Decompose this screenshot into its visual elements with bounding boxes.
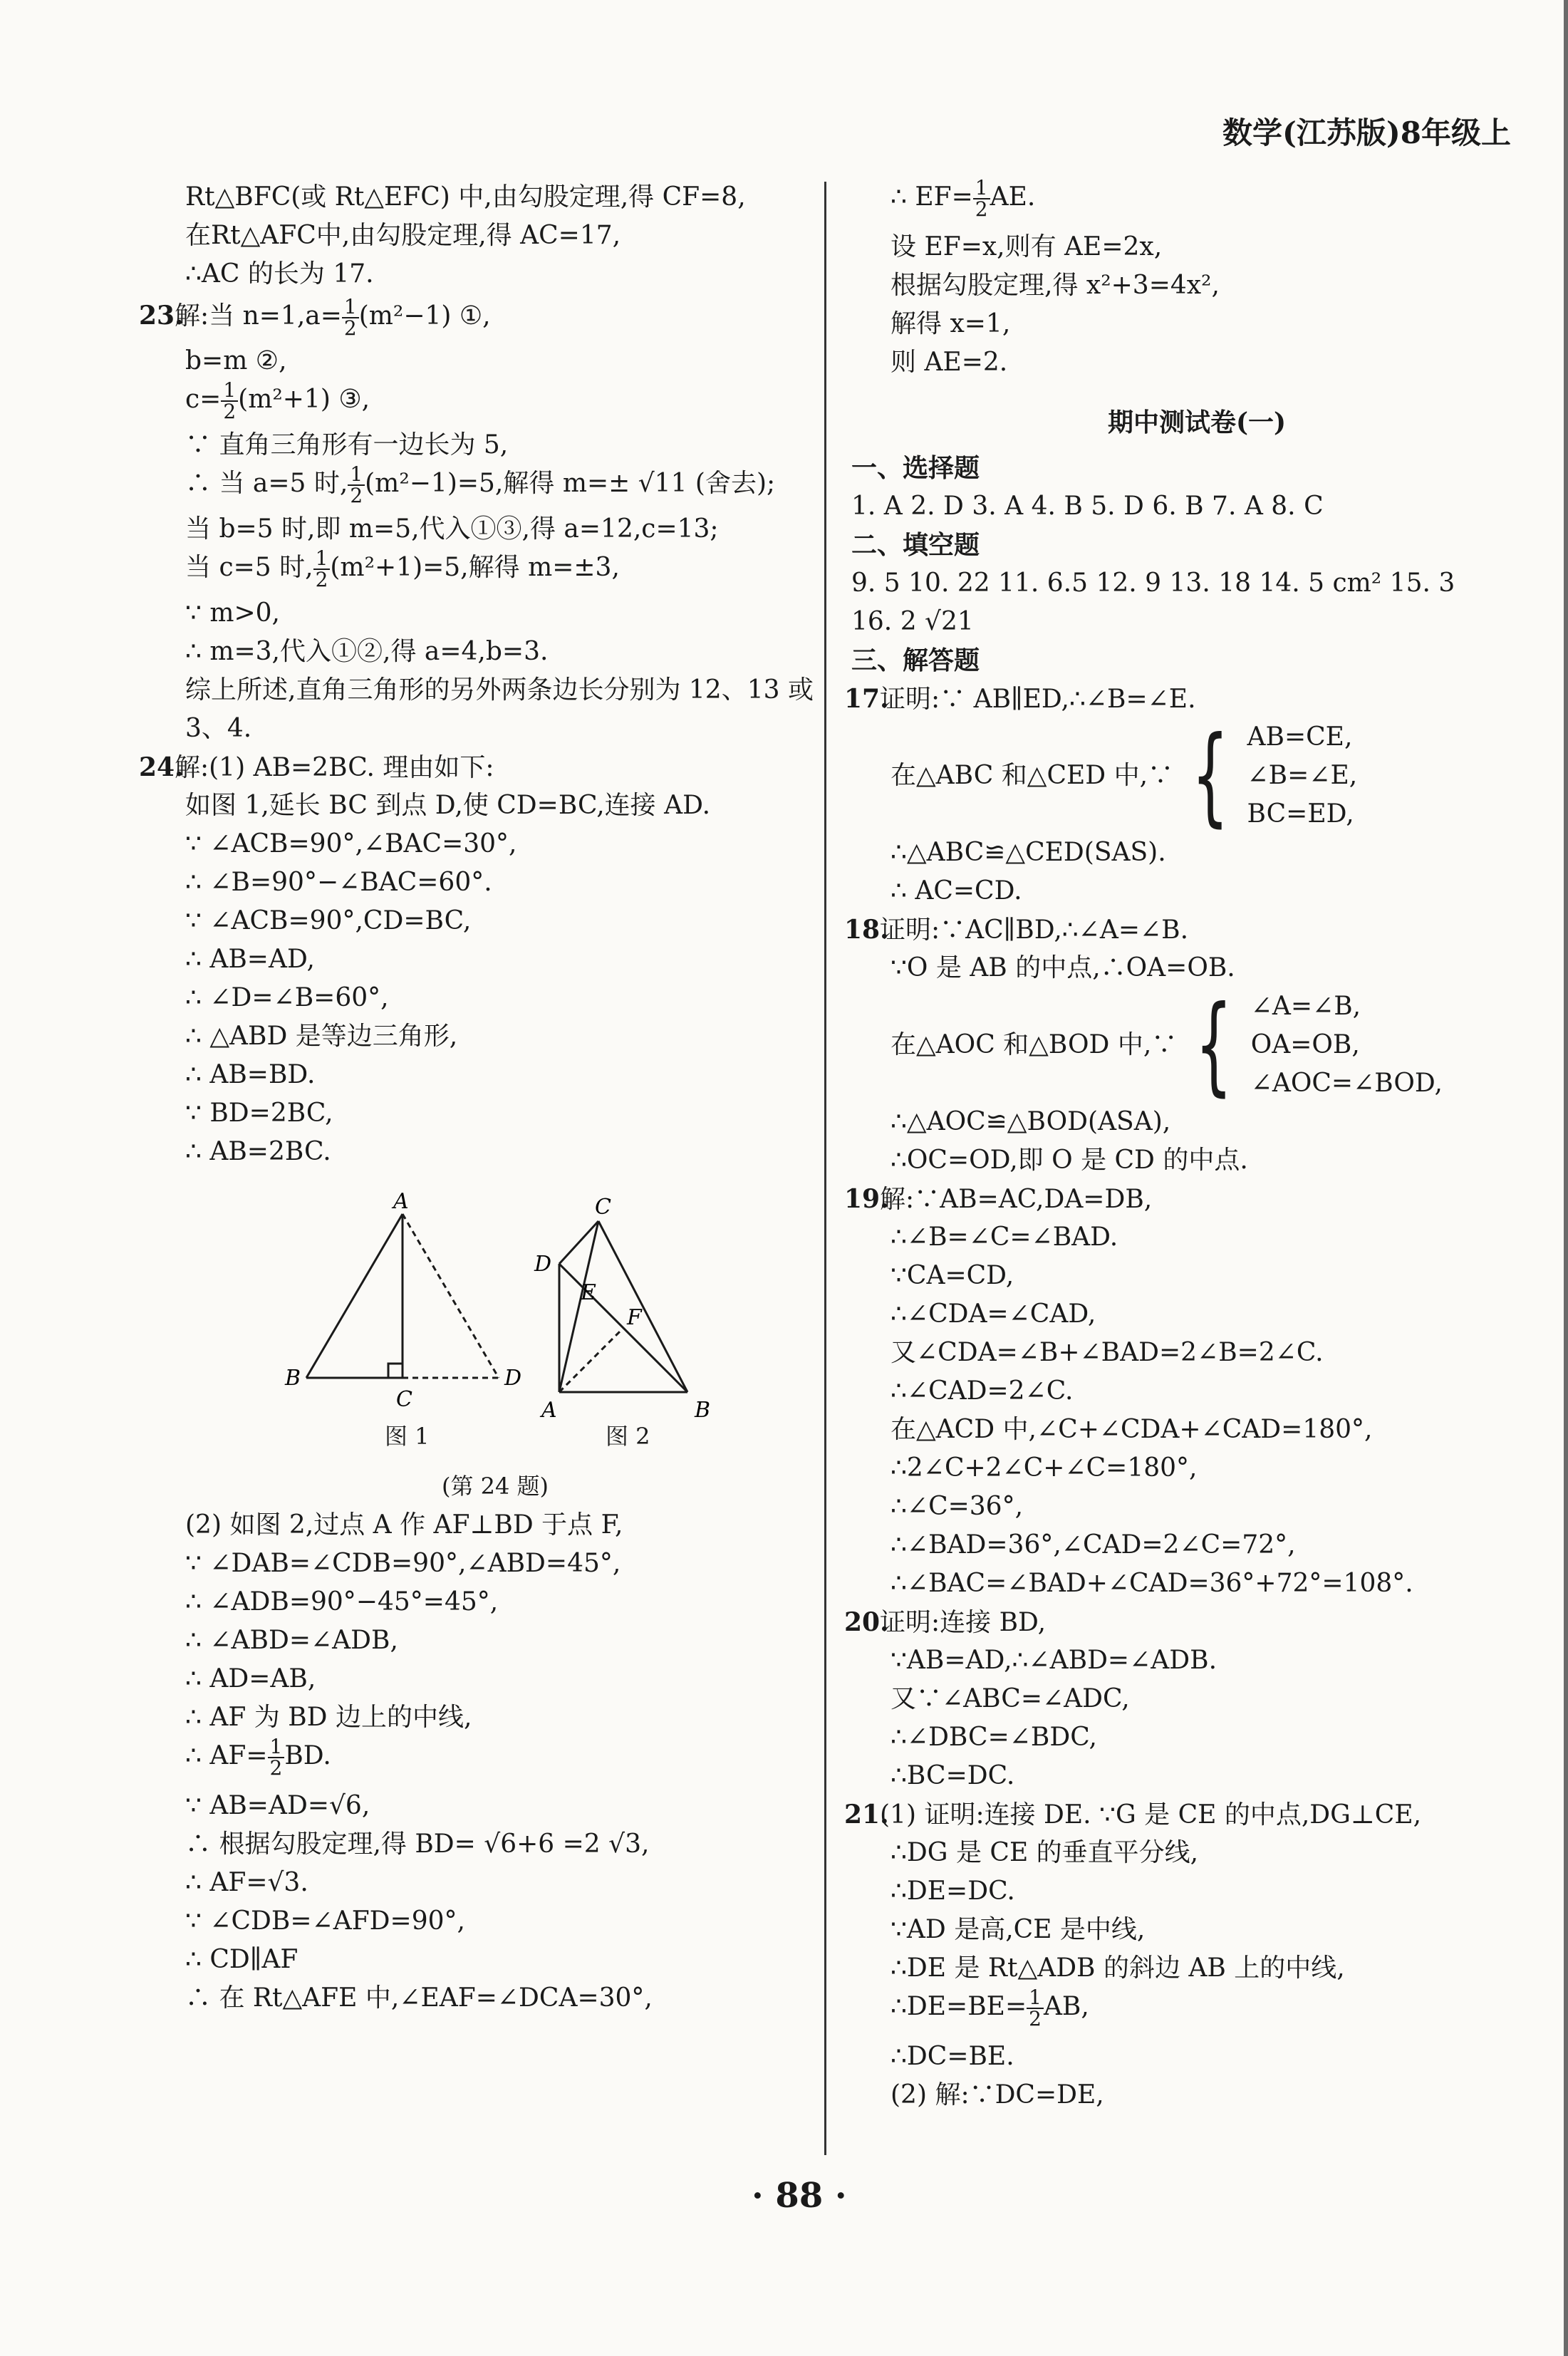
q18-line1 — [844, 910, 1503, 949]
text-line: ∴ AF 为 BD 边上的中线, — [185, 1703, 472, 1732]
text-line: ∴ m=3,代入①②,得 a=4,b=3. — [185, 637, 549, 666]
text-line: 3、4. — [185, 714, 252, 743]
brace-glyph: { — [1195, 983, 1233, 1107]
q21-line1 — [844, 1795, 1503, 1834]
label-e2: E — [581, 1280, 596, 1305]
label-c2: C — [595, 1195, 611, 1220]
text-line: ∴ CD∥AF — [185, 1945, 298, 1974]
text-seg: (m²−1) ①, — [358, 301, 491, 331]
section-title: 期中测试卷(一) — [1107, 408, 1287, 437]
text-seg: (m²+1)=5,解得 m=±3, — [330, 553, 620, 582]
text-line: ∴DE=DC. — [891, 1877, 1015, 1906]
text-seg: BD. — [284, 1741, 331, 1770]
text-seg: ∴ EF= — [891, 182, 973, 212]
text-line: ∴ 根据勾股定理,得 BD= √6+6 =2 √3, — [185, 1830, 650, 1859]
text-line: ∴ AC=CD. — [891, 876, 1022, 905]
text-seg: 解:∵AB=AC,DA=DB, — [880, 1185, 1153, 1214]
text-line: ∴DG 是 CE 的垂直平分线, — [891, 1838, 1199, 1867]
right-binding-edge — [1564, 0, 1568, 2356]
label-a: A — [393, 1189, 409, 1214]
section-heading: 二、填空题 — [851, 530, 980, 560]
column-divider — [824, 182, 826, 2155]
segment-ab — [306, 1214, 403, 1378]
text-line: ∵ ∠CDB=∠AFD=90°, — [185, 1906, 465, 1936]
text-line: ∴DC=BE. — [891, 2042, 1014, 2071]
condition: BC=ED, — [1247, 799, 1354, 829]
question-number: 24. — [139, 752, 184, 782]
text-seg: 证明:连接 BD, — [880, 1608, 1047, 1637]
figure-1-caption: 图 1 — [385, 1423, 430, 1450]
fraction: $\frac{1}{2}$ — [342, 297, 359, 338]
label-b: B — [285, 1366, 301, 1391]
text-line: ∴ △ABD 是等边三角形, — [185, 1022, 458, 1051]
text-line: ∴ ∠ADB=90°−45°=45°, — [185, 1587, 499, 1616]
text-line: ∴△ABC≌△CED(SAS). — [891, 838, 1166, 867]
text-line: ∴∠BAC=∠BAD+∠CAD=36°+72°=108°. — [891, 1569, 1413, 1598]
brace-lines — [1247, 718, 1358, 834]
text-line: 又∠CDA=∠B+∠BAD=2∠B=2∠C. — [891, 1338, 1324, 1367]
text-line: ∵ m>0, — [185, 598, 280, 628]
fraction: $\frac{1}{2}$ — [313, 549, 331, 590]
segment-cb2 — [598, 1221, 687, 1392]
fraction: $\frac{1}{2}$ — [1027, 1988, 1044, 2029]
fraction: $\frac{1}{2}$ — [221, 380, 238, 422]
text-line: ∵ 直角三角形有一边长为 5, — [185, 430, 509, 460]
text-line: 综上所述,直角三角形的另外两条边长分别为 12、13 或 — [185, 675, 814, 705]
condition: ∠A=∠B, — [1250, 992, 1361, 1021]
segment-ad — [403, 1214, 499, 1378]
text-line: ∴ AB=AD, — [185, 945, 315, 974]
text-line: ∴ AD=AB, — [185, 1664, 316, 1693]
text-seg: 在△ABC 和△CED 中,∵ — [891, 761, 1174, 790]
text-line: ∵AB=AD,∴∠ABD=∠ADB. — [891, 1646, 1217, 1675]
left-column — [139, 178, 814, 2018]
text-seg: AB, — [1043, 1992, 1089, 2021]
text-line: 在△ACD 中,∠C+∠CDA+∠CAD=180°, — [891, 1415, 1373, 1444]
right-angle-mark — [388, 1364, 403, 1378]
condition: ∠B=∠E, — [1247, 761, 1358, 790]
label-f2: F — [627, 1305, 642, 1330]
text-line: ∵O 是 AB 的中点,∴OA=OB. — [891, 953, 1235, 982]
text-seg: (1) 证明:连接 DE. ∵G 是 CE 的中点,DG⊥CE, — [880, 1800, 1422, 1830]
text-line: ∴2∠C+2∠C+∠C=180°, — [891, 1453, 1198, 1483]
text-seg: ∴ 当 a=5 时, — [185, 469, 348, 498]
choice-answers: 1. A 2. D 3. A 4. B 5. D 6. B 7. A 8. C — [851, 492, 1324, 521]
q20-line1 — [844, 1603, 1503, 1641]
text-line: ∴∠CAD=2∠C. — [891, 1376, 1074, 1406]
brace-glyph: { — [1191, 714, 1230, 838]
text-line: ∴OC=OD,即 O 是 CD 的中点. — [891, 1146, 1248, 1175]
q17-line1 — [844, 680, 1503, 718]
text-line: ∴ AB=BD. — [185, 1060, 316, 1089]
condition: AB=CE, — [1247, 722, 1353, 752]
af-line — [185, 1737, 805, 1787]
fraction: $\frac{1}{2}$ — [348, 465, 365, 506]
text-line: 在Rt△AFC中,由勾股定理,得 AC=17, — [185, 221, 621, 250]
text-line: Rt△BFC(或 Rt△EFC) 中,由勾股定理,得 CF=8, — [185, 182, 746, 212]
text-line: ∴ ∠B=90°−∠BAC=60°. — [185, 868, 492, 897]
question-number: 19. — [844, 1184, 889, 1214]
text-seg: 证明:∵AC∥BD,∴∠A=∠B. — [880, 915, 1189, 945]
label-d: D — [504, 1366, 522, 1391]
text-line: 设 EF=x,则有 AE=2x, — [891, 232, 1163, 261]
text-line: ∴AC 的长为 17. — [185, 259, 374, 289]
q23-line1 — [139, 295, 805, 342]
fraction: $\frac{1}{2}$ — [268, 1737, 285, 1778]
text-line: ∴ AF=√3. — [185, 1868, 308, 1897]
text-seg: 证明:∵ AB∥ED,∴∠B=∠E. — [880, 685, 1196, 714]
q24-line1 — [139, 748, 805, 787]
segment-ac2 — [559, 1221, 598, 1392]
fill-answers: 9. 5 10. 22 11. 6.5 12. 9 13. 18 14. 5 cm² 15. 3 — [851, 569, 1455, 598]
q24-figures — [185, 1171, 805, 1506]
geometry-figures — [185, 1171, 805, 1506]
q18-system — [891, 983, 1503, 1107]
question-number: 23. — [139, 301, 184, 331]
text-line: ∴BC=DC. — [891, 1761, 1015, 1790]
section-heading: 一、选择题 — [851, 453, 980, 483]
text-line: ∴∠BAD=36°,∠CAD=2∠C=72°, — [891, 1530, 1296, 1560]
text-line: (2) 解:∵DC=DE, — [891, 2080, 1104, 2109]
text-line: 如图 1,延长 BC 到点 D,使 CD=BC,连接 AD. — [185, 791, 711, 820]
text-seg: 解:(1) AB=2BC. 理由如下: — [175, 753, 494, 782]
text-line: ∴△AOC≌△BOD(ASA), — [891, 1107, 1171, 1136]
question-number: 20. — [844, 1607, 889, 1637]
text-seg: ∴DE=BE= — [891, 1992, 1027, 2021]
text-line: 则 AE=2. — [891, 348, 1008, 377]
text-line: 根据勾股定理,得 x²+3=4x², — [891, 271, 1220, 300]
ef-line — [891, 178, 1503, 228]
text-line: ∴∠CDA=∠CAD, — [891, 1299, 1096, 1329]
text-line: 又∵∠ABC=∠ADC, — [891, 1684, 1130, 1713]
text-line: ∵CA=CD, — [891, 1261, 1014, 1290]
page-header: 数学(江苏版)8年级上 — [1222, 115, 1511, 150]
text-seg: c= — [185, 385, 222, 414]
label-c: C — [396, 1387, 412, 1412]
question-number: 18. — [844, 915, 889, 945]
text-line: ∵ ∠ACB=90°,CD=BC, — [185, 906, 472, 935]
text-seg: AE. — [990, 182, 1036, 212]
fill-answer-16: 16. 2 √21 — [851, 607, 974, 636]
question-number: 17. — [844, 684, 889, 714]
text-line: ∴ ∠D=∠B=60°, — [185, 983, 389, 1012]
text-line: (2) 如图 2,过点 A 作 AF⊥BD 于点 F, — [185, 1510, 623, 1540]
fraction: $\frac{1}{2}$ — [973, 178, 990, 219]
figure-title: (第 24 题) — [442, 1473, 549, 1500]
text-line: ∴ AB=2BC. — [185, 1137, 331, 1166]
text-line: ∵ AB=AD=√6, — [185, 1791, 370, 1820]
text-line: 当 b=5 时,即 m=5,代入①③,得 a=12,c=13; — [185, 514, 719, 544]
figure-1 — [306, 1214, 499, 1378]
text-line: ∵AD 是高,CE 是中线, — [891, 1915, 1146, 1944]
text-line: ∴∠B=∠C=∠BAD. — [891, 1223, 1118, 1252]
section-heading: 三、解答题 — [851, 645, 980, 675]
label-d2: D — [534, 1252, 552, 1277]
figure-2-caption: 图 2 — [606, 1423, 650, 1450]
segment-af2 — [559, 1328, 623, 1392]
text-seg: ∴ AF= — [185, 1741, 268, 1770]
text-seg: 解:当 n=1,a= — [175, 301, 342, 331]
text-line: b=m ②, — [185, 346, 287, 375]
text-line: ∵ ∠DAB=∠CDB=90°,∠ABD=45°, — [185, 1549, 621, 1578]
condition: OA=OB, — [1250, 1030, 1360, 1059]
condition: ∠AOC=∠BOD, — [1250, 1069, 1443, 1098]
label-b2: B — [695, 1398, 711, 1423]
q23-line3 — [185, 380, 805, 426]
right-column — [844, 176, 1503, 2114]
label-a2: A — [541, 1398, 557, 1423]
text-line: ∴∠C=36°, — [891, 1492, 1024, 1521]
q23-line7 — [185, 546, 805, 594]
question-number: 21. — [844, 1800, 889, 1830]
text-line: ∴DE 是 Rt△ADB 的斜边 AB 上的中线, — [891, 1953, 1345, 1983]
text-line: ∴∠DBC=∠BDC, — [891, 1723, 1097, 1752]
page-number: · 88 · — [752, 2176, 847, 2216]
text-line: ∴ ∠ABD=∠ADB, — [185, 1626, 398, 1655]
text-line: ∵ ∠ACB=90°,∠BAC=30°, — [185, 829, 517, 858]
brace-lines — [1251, 987, 1443, 1103]
text-seg: (m²+1) ③, — [238, 385, 370, 414]
text-seg: 在△AOC 和△BOD 中,∵ — [891, 1030, 1178, 1059]
figure-2 — [559, 1221, 687, 1392]
text-line: 解得 x=1, — [891, 309, 1011, 338]
de-line — [891, 1988, 1503, 2038]
q19-line1 — [844, 1180, 1503, 1218]
text-seg: (m²−1)=5,解得 m=± √11 (舍去); — [365, 469, 776, 498]
text-line: ∴ 在 Rt△AFE 中,∠EAF=∠DCA=30°, — [185, 1983, 653, 2013]
text-line: ∵ BD=2BC, — [185, 1099, 333, 1128]
q23-line5 — [185, 462, 805, 510]
q17-system — [891, 714, 1503, 838]
text-seg: 当 c=5 时, — [185, 553, 313, 582]
